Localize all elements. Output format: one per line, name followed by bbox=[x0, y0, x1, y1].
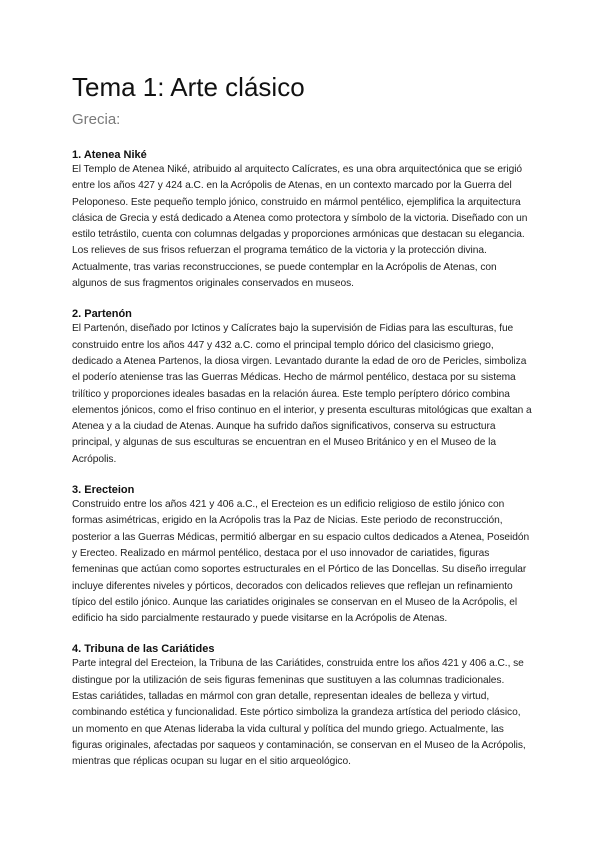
document-subtitle: Grecia: bbox=[72, 111, 121, 128]
section-erecteion bbox=[72, 483, 532, 627]
section-heading: 2. Partenón bbox=[72, 308, 132, 321]
section-tribuna-cariatides bbox=[72, 642, 532, 770]
section-partenon bbox=[72, 307, 532, 468]
section-heading: 4. Tribuna de las Cariátides bbox=[72, 643, 215, 656]
document-content bbox=[72, 70, 532, 771]
section-body: Parte integral del Erecteion, la Tribuna de las Cariátides, construida entre los años 421 y 406 a.C., se distingue por la utilización de seis figuras femeninas que sustituyen a las columnas tradicionales. Estas cariátides, talladas en mármol con gran detalle, representan ideales de belleza y virtud, combinando estética y funcionalidad. Este pórtico simboliza la grandeza artística del periodo clásico, un momento en que Atenas lideraba la vida cultural y política del mundo griego. Actualmente, las figuras originales, afectadas por saqueos y contaminación, se conservan en el Museo de la Acrópolis, mientras que réplicas ocupan su lugar en el sitio arqueológico. bbox=[72, 658, 526, 768]
section-body: Construido entre los años 421 y 406 a.C., el Erecteion es un edificio religioso de estilo jónico con formas asimétricas, erigido en la Acrópolis tras la Paz de Nicias. Este periodo de reconstrucción, posterior a las Guerras Médicas, permitió albergar en su espacio cultos dedicados a Atenea, Poseidón y Erecteo. Realizado en mármol pentélico, destaca por el uso innovador de cariatides, figuras femeninas que actúan como soportes estructurales en el Pórtico de las Doncellas. Su diseño irregular incluye diferentes niveles y pórticos, decorados con delicados relieves que reflejan un refinamiento típico del estilo jónico. Aunque las cariatides originales se conservan en el Museo de la Acrópolis, el edificio ha sido parcialmente restaurado y puede visitarse en la Acrópolis de Atenas. bbox=[72, 499, 530, 625]
document-title: Tema 1: Arte clásico bbox=[72, 72, 305, 102]
section-body: El Partenón, diseñado por Ictinos y Calícrates bajo la supervisión de Fidias para las esculturas, fue construido entre los años 447 y 432 a.C. como el principal templo dórico del clasicismo griego, dedicado a Atenea Partenos, la diosa virgen. Levantado durante la edad de oro de Pericles, simboliza el poderío ateniense tras las Guerras Médicas. Hecho de mármol pentélico, destaca por su sistema trilítico y proporciones ideales basadas en la relación áurea. Este templo períptero dórico combina elementos jónicos, como el friso continuo en el interior, y presenta esculturas mitológicas que exaltan a Atenea y a la ciudad de Atenas. Aunque ha sufrido daños significativos, conserva su estructura principal, y algunas de sus esculturas se encuentran en el Museo Británico y en el Museo de la Acrópolis. bbox=[72, 323, 532, 465]
section-atenea-nike bbox=[72, 148, 532, 292]
section-heading: 1. Atenea Niké bbox=[72, 149, 147, 161]
section-heading: 3. Erecteion bbox=[72, 484, 135, 497]
section-body: El Templo de Atenea Niké, atribuido al arquitecto Calícrates, es una obra arquitectónica que se erigió entre los años 427 y 424 a.C. en la Acrópolis de Atenas, en un contexto marcado por la Guerra del Peloponeso. Este pequeño templo jónico, construido en mármol pentélico, ejemplifica la arquitectura clásica de Grecia y está dedicado a Atenea como protectora y símbolo de la victoria. Diseñado con un estilo tetrástilo, cuenta con columnas delgadas y proporciones armónicas que destacan su elegancia. Los relieves de sus frisos refuerzan el programa temático de la victoria y la protección divina. Actualmente, tras varias reconstrucciones, se puede contemplar en la Acrópolis de Atenas, con algunos de sus fragmentos originales conservados en museos. bbox=[72, 164, 528, 290]
